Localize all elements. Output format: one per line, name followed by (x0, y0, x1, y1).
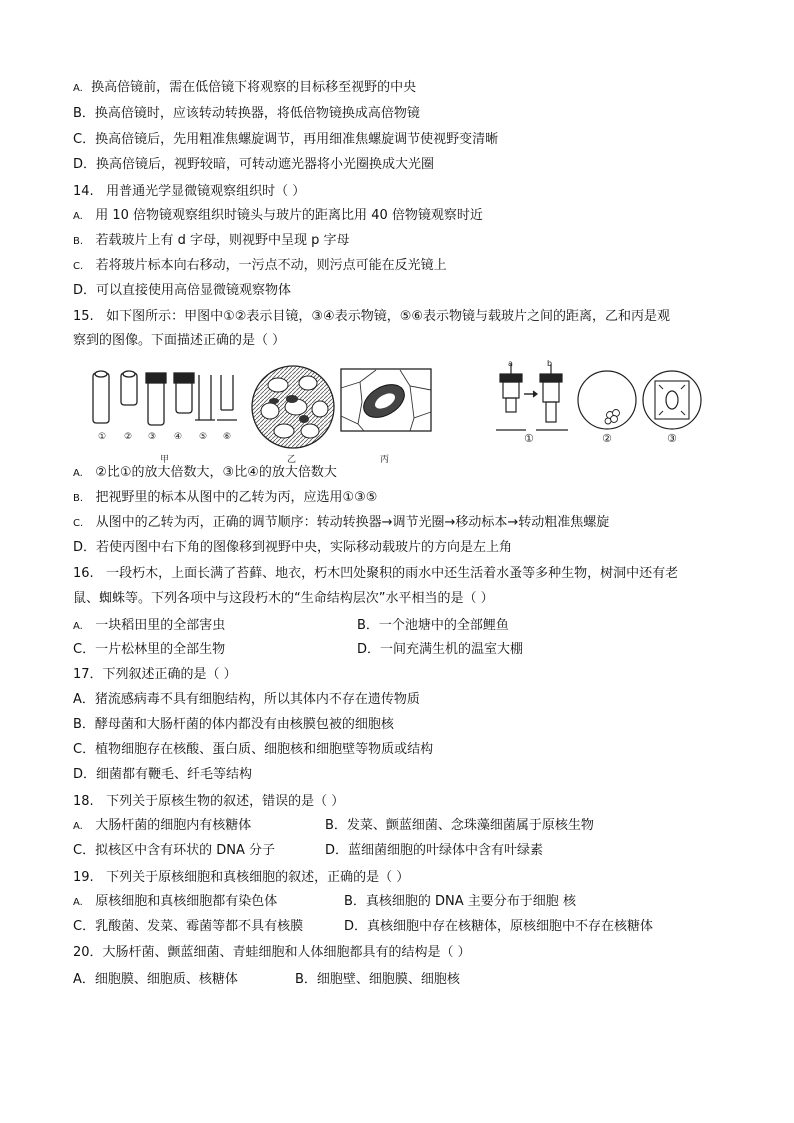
q15-stem-line2: 察到的图像。下面描述正确的是（ ） (73, 333, 286, 348)
q15-option-c: C. 从图中的乙转为丙，正确的调节顺序：转动转换器→调节光圈→移动标本→转动粗准焦螺旋 (73, 515, 610, 530)
figure-objective-switch (492, 360, 572, 432)
bing-caption: 丙 (380, 455, 390, 465)
figure-yi-field (248, 363, 338, 451)
q16-option-d: D．一间充满生机的温室大棚 (357, 642, 524, 657)
q19-stem: 19. 下列关于原核细胞和真核细胞的叙述，正确的是（ ） (73, 870, 410, 885)
q20-stem: 20．大肠杆菌、颤蓝细菌、青蛙细胞和人体细胞都具有的结构是（ ） (73, 945, 471, 960)
q14-option-a: A. 用 10 倍物镜观察组织时镜头与玻片的距离比用 40 倍物镜观察时近 (73, 208, 483, 223)
figure-jia-lenses (85, 365, 245, 465)
q16-stem-line2: 鼠、蜘蛛等。下列各项中与这段朽木的“生命结构层次”水平相当的是（ ） (73, 591, 494, 606)
yi-caption: 乙 (287, 455, 297, 465)
q17-stem: 17．下列叙述正确的是（ ） (73, 667, 237, 682)
lens-a-label: a (508, 359, 513, 368)
jia-label-1: ① (98, 432, 107, 442)
q14-stem: 14. 用普通光学显微镜观察组织时（ ） (73, 184, 306, 199)
figure-field-moved (641, 369, 703, 431)
q14-option-c: C. 若将玻片标本向右移动，一污点不动，则污点可能在反光镜上 (73, 258, 447, 273)
q17-option-b: B．酵母菌和大肠杆菌的体内都没有由核膜包被的细胞核 (73, 717, 394, 732)
q13-option-c: C．换高倍镜后，先用粗准焦螺旋调节，再用细准焦螺旋调节使视野变清晰 (73, 132, 499, 147)
q20-option-a: A．细胞膜、细胞质、核糖体 (73, 972, 238, 987)
q18-option-a: A. 大肠杆菌的细胞内有核糖体 (73, 818, 252, 833)
figure-bing-field (340, 368, 432, 432)
q13-option-b: B．换高倍镜时，应该转动转换器，将低倍物镜换成高倍物镜 (73, 106, 420, 121)
q15-stem-line1: 15. 如下图所示：甲图中①②表示目镜，③④表示物镜，⑤⑥表示物镜与载玻片之间的距离，乙和丙是观 (73, 309, 671, 324)
q16-option-c: C．一片松林里的全部生物 (73, 642, 226, 657)
q19-option-c: C．乳酸菌、发菜、霉菌等都不具有核膜 (73, 919, 304, 934)
q14-option-d: D．可以直接使用高倍显微镜观察物体 (73, 283, 292, 298)
q13-option-d: D．换高倍镜后，视野较暗，可转动遮光器将小光圈换成大光圈 (73, 157, 435, 172)
q19-option-a: A. 原核细胞和真核细胞都有染色体 (73, 894, 278, 909)
q17-option-d: D．细菌都有鞭毛、纤毛等结构 (73, 767, 253, 782)
q16-option-a: A. 一块稻田里的全部害虫 (73, 618, 226, 633)
q18-option-c: C．拟核区中含有环状的 DNA 分子 (73, 843, 275, 858)
q16-stem-line1: 16. 一段朽木，上面长满了苔藓、地衣，朽木凹处聚积的雨水中还生活着水蚤等多种生物，树洞中还有老 (73, 566, 679, 581)
q15-option-a: A. ②比①的放大倍数大，③比④的放大倍数大 (73, 465, 337, 480)
right-label-3: ③ (667, 432, 677, 445)
jia-label-6: ⑥ (223, 432, 232, 442)
q19-option-b: B．真核细胞的 DNA 主要分布于细胞 核 (344, 894, 576, 909)
jia-label-2: ② (124, 432, 133, 442)
q17-option-a: A．猪流感病毒不具有细胞结构，所以其体内不存在遗传物质 (73, 692, 420, 707)
q15-option-d: D．若使丙图中右下角的图像移到视野中央，实际移动载玻片的方向是左上角 (73, 540, 513, 555)
q13-option-a: A. 换高倍镜前，需在低倍镜下将观察的目标移至视野的中央 (73, 80, 417, 95)
lens-b-label: b (547, 359, 553, 368)
q14-option-b: B. 若载玻片上有 d 字母，则视野中呈现 p 字母 (73, 233, 350, 248)
jia-caption: 甲 (160, 455, 170, 465)
right-label-2: ② (602, 432, 612, 445)
q20-option-b: B．细胞壁、细胞膜、细胞核 (295, 972, 460, 987)
right-label-1: ① (524, 432, 534, 445)
jia-label-4: ④ (174, 432, 183, 442)
q15-option-b: B. 把视野里的标本从图中的乙转为丙，应选用①③⑤ (73, 490, 378, 505)
q18-option-d: D．蓝细菌细胞的叶绿体中含有叶绿素 (325, 843, 544, 858)
figure-field-cells (576, 369, 638, 431)
jia-label-3: ③ (148, 432, 157, 442)
jia-label-5: ⑤ (199, 432, 208, 442)
q18-stem: 18. 下列关于原核生物的叙述，错误的是（ ） (73, 794, 345, 809)
q16-option-b: B．一个池塘中的全部鲤鱼 (357, 618, 509, 633)
q17-option-c: C．植物细胞存在核酸、蛋白质、细胞核和细胞壁等物质或结构 (73, 742, 434, 757)
q19-option-d: D．真核细胞中存在核糖体，原核细胞中不存在核糖体 (344, 919, 654, 934)
q18-option-b: B．发菜、颤蓝细菌、念珠藻细菌属于原核生物 (325, 818, 594, 833)
